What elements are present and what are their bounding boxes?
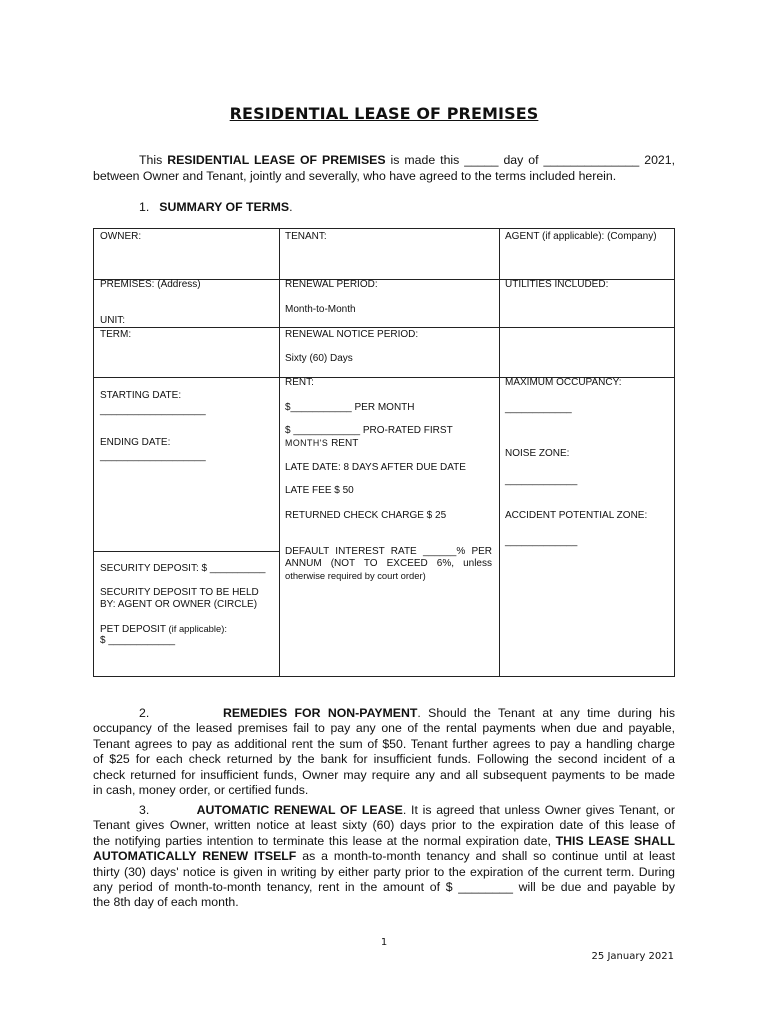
pet-deposit-blank: $ ____________ xyxy=(100,635,176,646)
section-2-number: 2. xyxy=(139,706,150,720)
section-3-line3-bold: THIS LEASE SHALL xyxy=(555,833,675,848)
ending-date-blank: ___________________ xyxy=(100,451,206,462)
section-1-heading xyxy=(139,200,293,214)
section-2-heading: REMEDIES FOR NON-PAYMENT xyxy=(222,706,418,720)
pet-deposit-label: PET DEPOSIT xyxy=(100,624,166,635)
accident-zone-blank: _____________ xyxy=(505,536,578,547)
section-2-line1-rest: . Should the Tenant at any time during his xyxy=(417,706,675,720)
section-3-line1 xyxy=(93,803,675,818)
table-col-divider-1 xyxy=(279,229,280,676)
renewal-period-value: Month-to-Month xyxy=(285,304,356,315)
page-number: 1 xyxy=(380,937,388,948)
returned-check-charge: RETURNED CHECK CHARGE $ 25 xyxy=(285,510,447,521)
section-1-number: 1. xyxy=(139,200,150,214)
late-date: LATE DATE: 8 DAYS AFTER DUE DATE xyxy=(285,462,466,473)
intro-bold: RESIDENTIAL LEASE OF PREMISES xyxy=(167,153,386,167)
table-col-divider-2 xyxy=(499,229,500,676)
section-2-line5: check returned for insufficient funds, Owner may require any and all subsequent payments to be made xyxy=(93,767,675,782)
rent-per-month: $___________ PER MONTH xyxy=(285,402,415,413)
section-2-line6: in cash, money order, or certified funds. xyxy=(93,783,309,798)
premises-label: PREMISES: (Address) xyxy=(100,279,201,290)
security-held-line1: SECURITY DEPOSIT TO BE HELD xyxy=(100,587,259,598)
starting-date-blank: ___________________ xyxy=(100,405,206,416)
document-title: RESIDENTIAL LEASE OF PREMISES xyxy=(229,104,539,123)
accident-zone-label: ACCIDENT POTENTIAL ZONE: xyxy=(505,510,648,521)
starting-date-label: STARTING DATE: xyxy=(100,390,182,401)
prorated-months: MONTH'S xyxy=(285,438,329,448)
noise-zone-blank: _____________ xyxy=(505,475,578,486)
section-2-line3: Tenant agrees to pay as additional rent the sum of $50. Tenant further agrees to pay a handling charge xyxy=(93,736,675,751)
security-deposit: SECURITY DEPOSIT: $ __________ xyxy=(100,563,266,574)
section-3-heading: AUTOMATIC RENEWAL OF LEASE xyxy=(196,803,403,817)
utilities-label: UTILITIES INCLUDED: xyxy=(505,279,609,290)
section-2-line1 xyxy=(93,706,675,721)
section-3-number: 3. xyxy=(139,803,150,817)
section-2-line2: occupancy of the leased premises fail to pay any one of the rental payments when due and payable, xyxy=(93,721,675,736)
intro-post: is made this _____ day of ______________ 2021, xyxy=(385,153,675,167)
agent-cell: AGENT (if applicable): (Company) xyxy=(505,231,657,242)
default-interest-line2: ANNUM (NOT TO EXCEED 6%, unless xyxy=(285,558,492,569)
section-3-line4-rest: as a month-to-month tenancy and shall so continue until at least xyxy=(296,849,675,864)
default-interest-line1: DEFAULT INTEREST RATE ______% PER xyxy=(285,546,492,557)
summary-of-terms-table xyxy=(93,228,675,677)
max-occupancy-blank: ____________ xyxy=(505,403,572,414)
table-row-divider-2 xyxy=(94,327,674,328)
section-3-line4 xyxy=(93,849,675,864)
table-row-divider-4 xyxy=(94,551,279,552)
intro-pre: This xyxy=(139,153,168,167)
section-2-line4: of $25 for each check returned by the bank for insufficient funds. Following the second incident of a xyxy=(93,752,675,767)
term-label: TERM: xyxy=(100,329,132,340)
intro-line2: between Owner and Tenant, jointly and severally, who have agreed to the terms included herein. xyxy=(93,169,617,183)
pet-deposit-note: (if applicable): xyxy=(165,623,227,634)
owner-cell: OWNER: xyxy=(100,231,142,242)
section-2-paragraph xyxy=(93,706,675,798)
unit-label: UNIT: xyxy=(100,315,125,326)
renewal-period-label: RENEWAL PERIOD: xyxy=(285,279,378,290)
section-3-line2: Tenant gives Owner, written notice at least sixty (60) days prior to the expiration date of this lease of xyxy=(93,818,675,833)
prorated-rent-line2 xyxy=(285,437,358,450)
section-3-line6: any period of month-to-month tenancy, rent in the amount of $ ________ will be due and payable by xyxy=(93,880,675,895)
section-1-period: . xyxy=(289,200,293,214)
noise-zone-label: NOISE ZONE: xyxy=(505,448,570,459)
section-3-line3 xyxy=(93,834,675,849)
default-interest-line3: otherwise required by court order) xyxy=(285,570,426,581)
ending-date-label: ENDING DATE: xyxy=(100,437,171,448)
section-3-line3-pre: the notifying parties intention to terminate this lease at the normal expiration date, xyxy=(93,833,556,848)
renewal-notice-value: Sixty (60) Days xyxy=(285,353,353,364)
prorated-rent-line1: $ ____________ PRO-RATED FIRST xyxy=(285,425,453,436)
section-1-title: SUMMARY OF TERMS xyxy=(159,200,290,214)
section-3-line1-rest: . It is agreed that unless Owner gives Tenant, or xyxy=(402,803,675,817)
renewal-notice-label: RENEWAL NOTICE PERIOD: xyxy=(285,329,419,340)
section-3-paragraph xyxy=(93,803,675,911)
section-3-line4-bold: AUTOMATICALLY RENEW ITSELF xyxy=(93,849,297,864)
intro-paragraph xyxy=(93,152,675,184)
section-3-line7: the 8th day of each month. xyxy=(93,895,239,910)
max-occupancy-label: MAXIMUM OCCUPANCY: xyxy=(505,377,622,388)
security-held-line2: BY: AGENT OR OWNER (CIRCLE) xyxy=(100,599,258,610)
rent-label: RENT: xyxy=(285,377,314,388)
footer-date: 25 January 2021 xyxy=(591,951,674,962)
tenant-cell: TENANT: xyxy=(285,231,327,242)
prorated-rent-word: RENT xyxy=(328,438,359,449)
section-3-line5: thirty (30) days' notice is given in writing by either party prior to the expiration of the current term. During xyxy=(93,864,675,879)
late-fee: LATE FEE $ 50 xyxy=(285,485,354,496)
